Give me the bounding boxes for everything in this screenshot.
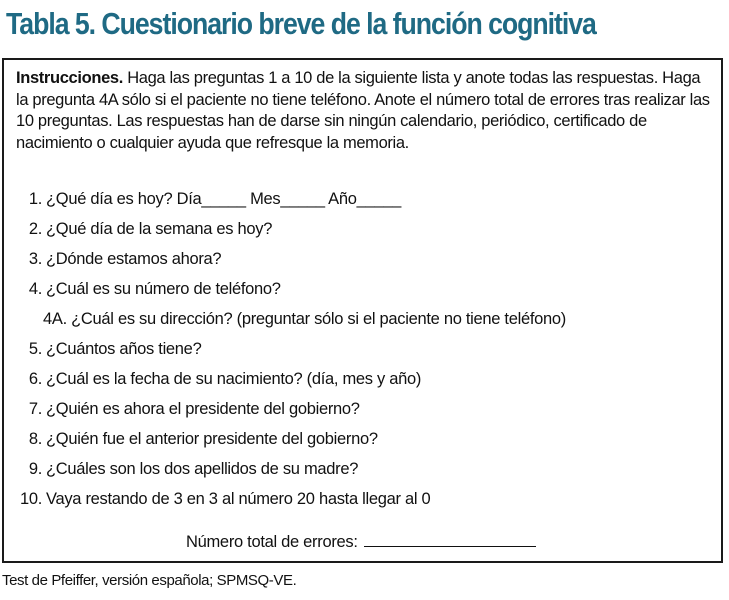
instructions-lead: Instrucciones.	[16, 69, 123, 87]
footnote: Test de Pfeiffer, versión española; SPMSQ-VE.	[2, 572, 297, 589]
question-item	[16, 454, 716, 484]
total-errors	[186, 530, 536, 554]
question-item-sub	[16, 304, 716, 334]
total-errors-blank	[364, 530, 536, 547]
questionnaire-box	[2, 58, 723, 563]
question-text: ¿Quién fue el anterior presidente del gobierno?	[46, 430, 378, 448]
question-text: ¿Qué día es hoy? Día_____ Mes_____ Año_____	[46, 190, 401, 208]
instructions-text: Haga las preguntas 1 a 10 de la siguiente lista y anote todas las respuestas. Haga la pregunta 4A sólo si el paciente no tiene teléfono. Anote el número total de errores tras realizar las 10 preguntas. Las respuestas han de darse sin ningún calendario, periódico, certificado de nacimiento o cualquier ayuda que refresque la memoria.	[16, 69, 710, 152]
question-text: ¿Cuál es su número de teléfono?	[46, 280, 281, 298]
page-title: Tabla 5. Cuestionario breve de la función cognitiva	[6, 6, 596, 41]
question-number: 3.	[28, 250, 42, 268]
question-text: ¿Quién es ahora el presidente del gobierno?	[46, 400, 360, 418]
question-text: ¿Dónde estamos ahora?	[46, 250, 222, 268]
question-number: 1.	[28, 190, 42, 208]
question-item	[16, 424, 716, 454]
question-item	[16, 394, 716, 424]
question-list	[16, 184, 716, 514]
question-number: 6.	[28, 370, 42, 388]
instructions	[16, 68, 716, 154]
question-item	[16, 214, 716, 244]
question-number: 2.	[28, 220, 42, 238]
total-errors-label: Número total de errores:	[186, 533, 358, 551]
question-item	[16, 274, 716, 304]
question-item	[16, 364, 716, 394]
question-text: ¿Cuál es la fecha de su nacimiento? (día, mes y año)	[46, 370, 422, 388]
question-item	[16, 244, 716, 274]
question-number: 10.	[19, 490, 42, 508]
question-text: ¿Qué día de la semana es hoy?	[46, 220, 273, 238]
question-text: ¿Cuáles son los dos apellidos de su madre?	[46, 460, 359, 478]
question-text: ¿Cuántos años tiene?	[46, 340, 202, 358]
question-number: 9.	[28, 460, 42, 478]
question-number: 4.	[28, 280, 42, 298]
question-item	[16, 334, 716, 364]
question-text: 4A. ¿Cuál es su dirección? (preguntar sólo si el paciente no tiene teléfono)	[43, 310, 566, 328]
question-item	[16, 184, 716, 214]
question-text: Vaya restando de 3 en 3 al número 20 hasta llegar al 0	[46, 490, 431, 508]
question-number: 7.	[28, 400, 42, 418]
question-number: 8.	[28, 430, 42, 448]
question-number: 5.	[28, 340, 42, 358]
question-item	[16, 484, 716, 514]
